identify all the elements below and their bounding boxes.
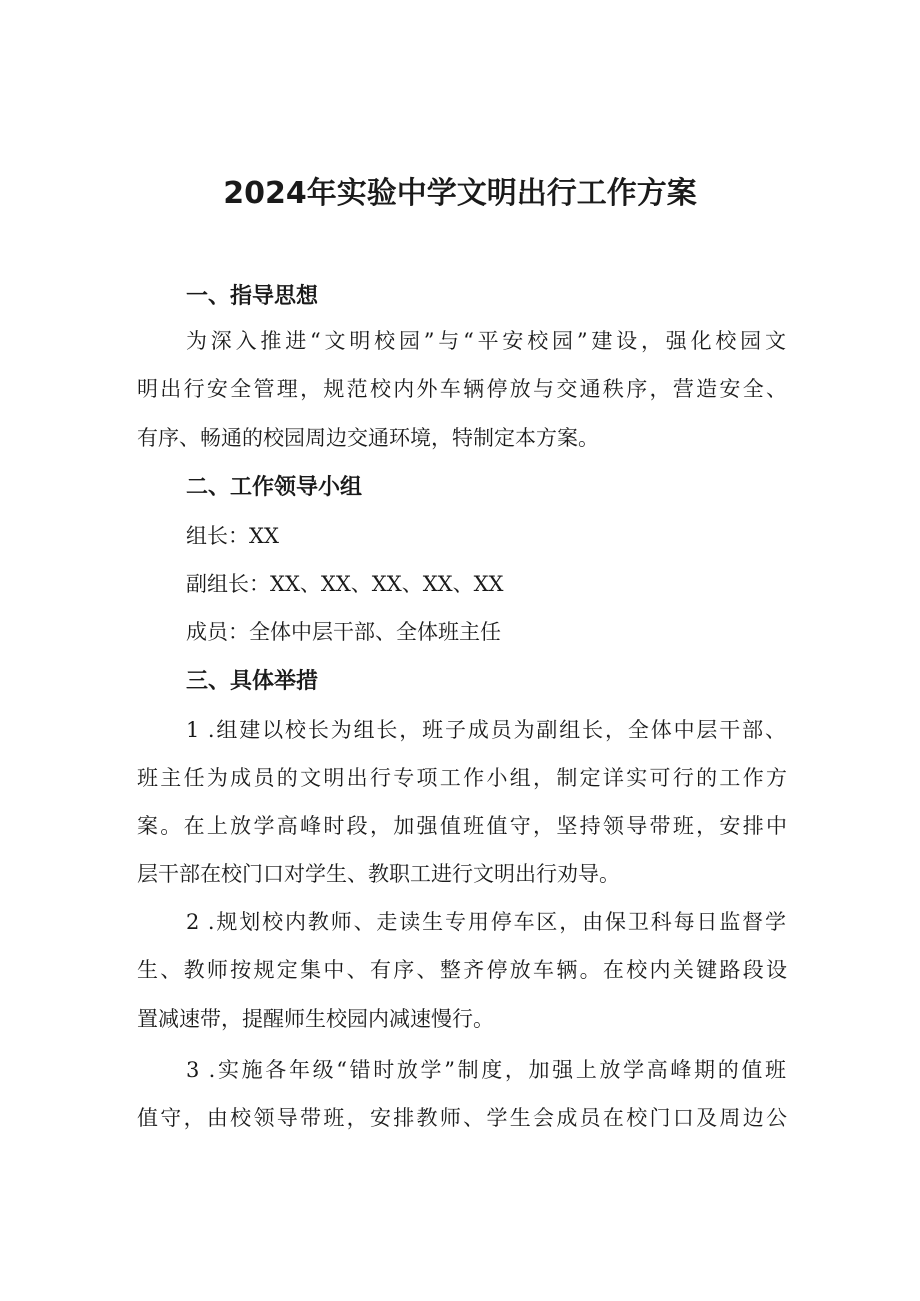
body-line: 1 .组建以校长为组长，班子成员为副组长，全体中层干部、 bbox=[186, 718, 786, 742]
leader-line: 组长：XX bbox=[186, 524, 279, 548]
members-line: 成员：全体中层干部、全体班主任 bbox=[186, 620, 501, 644]
document-title: 2024年实验中学文明出行工作方案 bbox=[223, 176, 697, 211]
section-heading-leadership-group: 二、工作领导小组 bbox=[186, 475, 363, 500]
body-line: 班主任为成员的文明出行专项工作小组，制定详实可行的工作方 bbox=[137, 766, 787, 790]
body-line: 有序、畅通的校园周边交通环境，特制定本方案。 bbox=[137, 426, 599, 450]
body-line: 3 .实施各年级“错时放学”制度，加强上放学高峰期的值班 bbox=[186, 1058, 786, 1082]
body-line: 2 .规划校内教师、走读生专用停车区，由保卫科每日监督学 bbox=[186, 910, 786, 934]
body-line: 案。在上放学高峰时段，加强值班值守，坚持领导带班，安排中 bbox=[137, 814, 787, 838]
body-line: 层干部在校门口对学生、教职工进行文明出行劝导。 bbox=[137, 862, 620, 886]
section-heading-guiding-ideology: 一、指导思想 bbox=[186, 284, 319, 309]
deputy-leader-line: 副组长：XX、XX、XX、XX、XX bbox=[186, 572, 504, 596]
body-line: 为深入推进“文明校园”与“平安校园”建设，强化校园文 bbox=[186, 329, 786, 353]
section-heading-measures: 三、具体举措 bbox=[186, 669, 319, 694]
body-line: 置减速带，提醒师生校园内减速慢行。 bbox=[137, 1007, 494, 1031]
body-line: 明出行安全管理，规范校内外车辆停放与交通秩序，营造安全、 bbox=[137, 377, 787, 401]
body-line: 生、教师按规定集中、有序、整齐停放车辆。在校内关键路段设 bbox=[137, 958, 787, 982]
body-line: 值守，由校领导带班，安排教师、学生会成员在校门口及周边公 bbox=[137, 1106, 787, 1130]
